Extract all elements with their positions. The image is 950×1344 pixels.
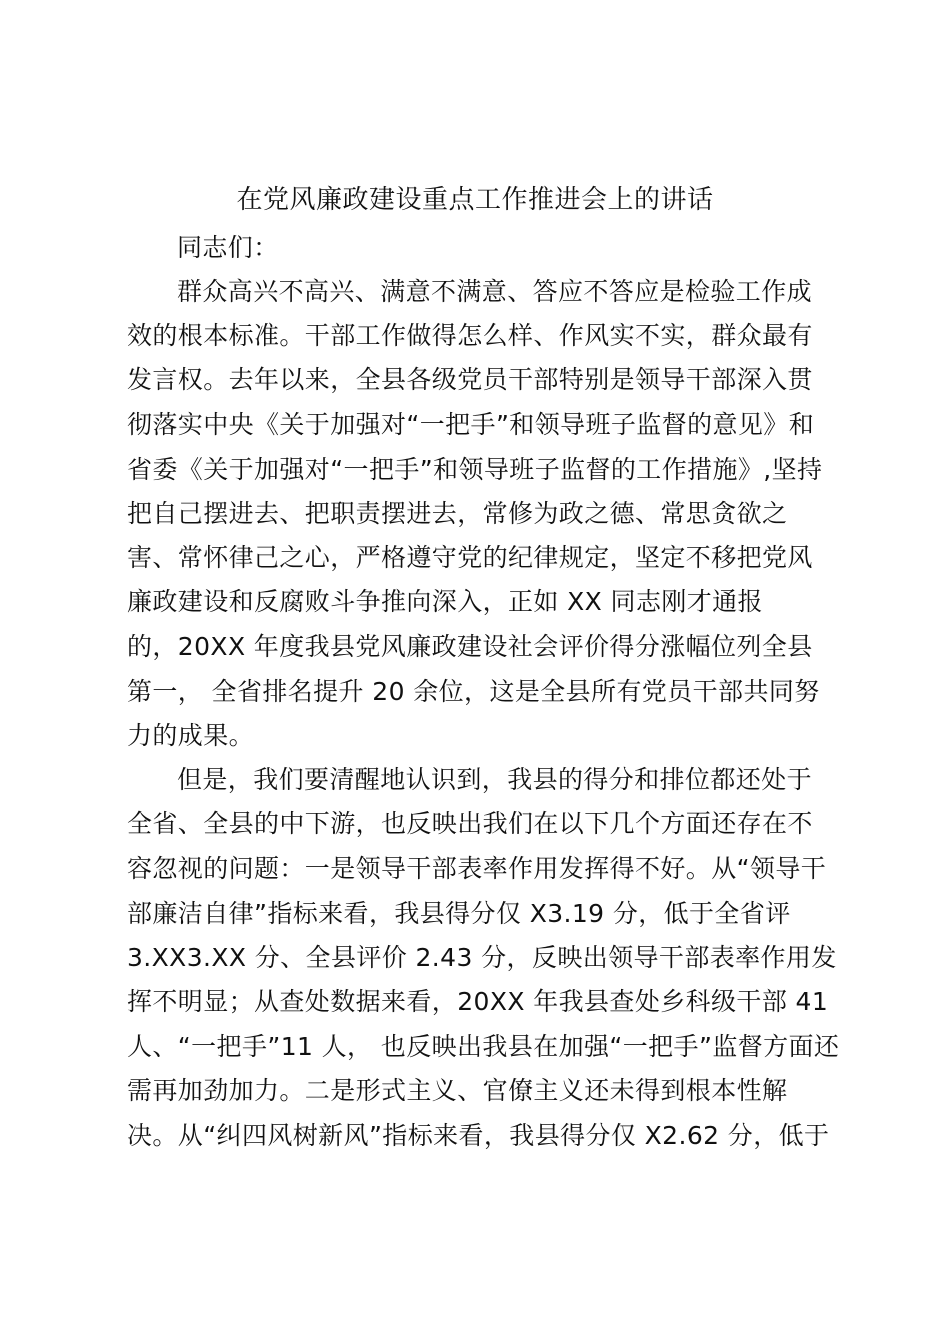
text-line: 害、常怀律己之心，严格遵守党的纪律规定，坚定不移把党风	[127, 543, 813, 572]
text-line: 省委《关于加强对“一把手”和领导班子监督的工作措施》,坚持	[127, 455, 823, 484]
text-line: 群众高兴不高兴、满意不满意、答应不答应是检验工作成	[177, 277, 813, 306]
text-line: 决。从“纠四风树新风”指标来看，我县得分仅 X2.62 分，低于	[127, 1121, 830, 1150]
text-line: 需再加劲加力。二是形式主义、官僚主义还未得到根本性解	[127, 1076, 788, 1105]
text-line: 力的成果。	[127, 721, 255, 750]
text-line: 发言权。去年以来，全县各级党员干部特别是领导干部深入贯	[127, 365, 813, 394]
text-line: 把自己摆进去、把职责摆进去，常修为政之德、常思贪欲之	[127, 499, 788, 528]
text-line: 部廉洁自律”指标来看，我县得分仅 X3.19 分，低于全省评	[127, 899, 791, 928]
text-line: 容忽视的问题：一是领导干部表率作用发挥得不好。从“领导干	[127, 854, 827, 883]
text-line: 第一， 全省排名提升 20 余位，这是全县所有党员干部共同努	[127, 677, 820, 706]
text-line: 全省、全县的中下游，也反映出我们在以下几个方面还存在不	[127, 809, 813, 838]
document-title: 在党风廉政建设重点工作推进会上的讲话	[236, 185, 714, 215]
text-line: 效的根本标准。干部工作做得怎么样、作风实不实，群众最有	[127, 321, 813, 350]
salutation: 同志们：	[177, 233, 279, 262]
text-line: 人、“一把手”11 人， 也反映出我县在加强“一把手”监督方面还	[127, 1032, 840, 1061]
text-line: 廉政建设和反腐败斗争推向深入，正如 XX 同志刚才通报	[127, 587, 763, 616]
text-line: 的，20XX 年度我县党风廉政建设社会评价得分涨幅位列全县	[127, 632, 813, 661]
text-line: 但是，我们要清醒地认识到，我县的得分和排位都还处于	[177, 765, 813, 794]
text-line: 彻落实中央《关于加强对“一把手”和领导班子监督的意见》和	[127, 410, 815, 439]
text-line: 3.XX3.XX 分、全县评价 2.43 分，反映出领导干部表率作用发	[127, 943, 837, 972]
text-line: 挥不明显；从查处数据来看，20XX 年我县查处乡科级干部 41	[127, 987, 829, 1016]
